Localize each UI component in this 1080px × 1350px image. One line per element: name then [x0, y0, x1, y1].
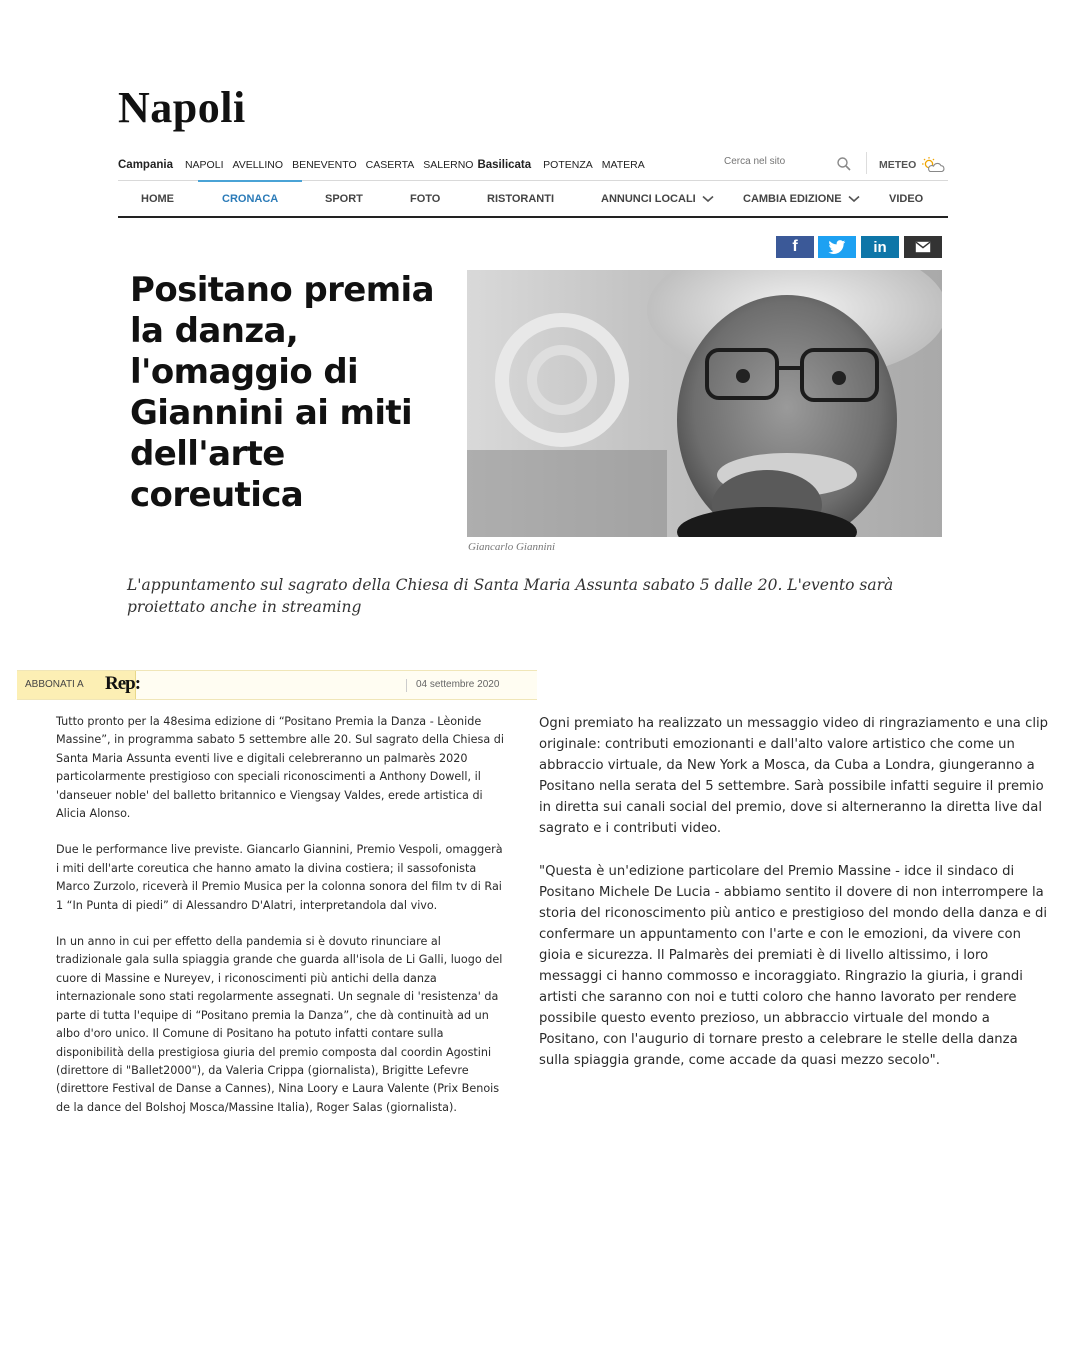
subscribe-badge[interactable] — [17, 671, 141, 699]
mail-icon — [915, 241, 931, 253]
share-email-button[interactable] — [904, 236, 942, 258]
site-logo[interactable]: Napoli — [118, 83, 246, 132]
article-photo[interactable] — [467, 270, 942, 537]
meteo-label: METEO — [879, 159, 917, 171]
region-link-avellino[interactable]: AVELLINO — [232, 159, 284, 171]
article-date: 04 settembre 2020 — [416, 679, 500, 690]
meteo-link[interactable] — [879, 156, 946, 174]
article-body-right — [539, 713, 1051, 1093]
search-box — [722, 153, 852, 175]
nav-cambia-edizione[interactable] — [743, 193, 860, 205]
region-campania[interactable]: Campania — [118, 159, 173, 171]
search-icon[interactable] — [836, 156, 852, 172]
subscribe-banner[interactable] — [17, 670, 537, 700]
region-basilicata[interactable]: Basilicata — [477, 159, 532, 171]
nav-bottom-divider — [118, 216, 948, 218]
region-link-caserta[interactable]: CASERTA — [365, 159, 415, 171]
nav-annunci-locali[interactable] — [601, 193, 714, 205]
nav-video[interactable]: VIDEO — [889, 193, 924, 205]
meteo-divider — [866, 152, 867, 174]
article-subtitle: L'appuntamento sul sagrato della Chiesa di Santa Maria Assunta sabato 5 dalle 20. L'evento sarà proiettato anche in streaming — [127, 576, 894, 616]
portrait-image — [467, 270, 942, 537]
banner-divider — [406, 679, 407, 692]
twitter-icon — [828, 240, 846, 255]
nav-ristoranti[interactable]: RISTORANTI — [487, 193, 555, 205]
article-headline: Positano premia la danza, l'omaggio di Giannini ai miti dell'arte coreutica — [130, 270, 434, 515]
region-link-potenza[interactable]: POTENZA — [543, 159, 593, 171]
region-link-salerno[interactable]: SALERNO — [423, 159, 474, 171]
article-body-left — [56, 713, 508, 1135]
body-paragraph: "Questa è un'edizione particolare del Premio Massine - idce il sindaco di Positano Michele De Lucia - abbiamo sentito il dovere di non interrompere la storia del riconoscimento più antico e prestigioso del mondo della danza e di confermare un appuntamento con l'arte e con le emozioni, da vivere con gioia e sicurezza. Il Palmarès dei premiati è di livello altissimo, i loro messaggi ci hanno commosso e incoraggiato. Ringrazio la giuria, i grandi artisti che saranno con noi e tutti coloro che hanno lavorato per rendere possibile questo evento prezioso, un abbraccio virtuale del mondo a Positano, con l'augurio di tornare presto a celebrare le stelle della danza sulla spiaggia grande, come accade da quasi mezzo secolo". — [539, 863, 1048, 1069]
share-twitter-button[interactable] — [818, 236, 856, 258]
nav-cronaca[interactable]: CRONACA — [222, 193, 279, 205]
weather-sun-cloud-icon — [920, 156, 946, 174]
rep-logo: Rep: — [105, 673, 141, 694]
chevron-down-icon — [702, 195, 714, 203]
region-link-benevento[interactable]: BENEVENTO — [292, 159, 357, 171]
nav-active-indicator — [198, 180, 302, 182]
nav-foto[interactable]: FOTO — [410, 193, 441, 205]
region-link-napoli[interactable]: NAPOLI — [184, 159, 224, 171]
region-link-matera[interactable]: MATERA — [601, 159, 645, 171]
main-nav — [118, 186, 948, 214]
search-input[interactable] — [722, 153, 836, 170]
body-paragraph: In un anno in cui per effetto della pandemia si è dovuto rinunciare al tradizionale gala sulla spiaggia grande che guarda all'isola de Li Galli, luogo del cuore di Massine e Nureyev, i riconoscimenti più antichi della danza internazionale sono stati regolarmente assegnati. Un segnale di 'resistenza' da parte di tutta l'equipe di “Positano premia la Danza”, che dà continuità ad un albo d'oro unico. Il Comune di Positano ha potuto infatti contare sulla disponibilità della prestigiosa giuria del premio composta dal coordin Agostini (direttore di "Ballet2000"), da Valeria Crippa (giornalista), Brigitte Lefevre (direttore Festival de Danse a Cannes), Nina Loory e Laura Valente (Prix Benois de la dance del Bolshoj Mosca/Massine Italia), Roger Salas (giornalista). — [56, 935, 503, 1114]
body-paragraph: Tutto pronto per la 48esima edizione di “Positano Premia la Danza - Lèonide Massine”, in programma sabato 5 settembre alle 20. Sul sagrato della Chiesa di Santa Maria Assunta eventi live e digitali celebreranno un palmarès 2020 particolarmente prestigioso con speciali riconoscimenti a Anthony Dowell, il 'danseuer noble' del balletto britannico e Viengsay Valdes, erede artistica di Alicia Alonso. — [56, 715, 504, 821]
subscribe-label: ABBONATI A — [25, 679, 84, 690]
regions-bar — [118, 156, 948, 174]
photo-caption: Giancarlo Giannini — [468, 541, 556, 553]
share-facebook-button[interactable] — [776, 236, 814, 258]
linkedin-icon: in — [873, 238, 887, 256]
nav-cambia-label: CAMBIA EDIZIONE — [743, 193, 842, 205]
body-paragraph: Ogni premiato ha realizzato un messaggio video di ringraziamento e una clip originale: contributi emozionanti e dall'alto valore artistico che come un abbraccio virtuale, da New York a Mosca, da Cuba a Londra, giungeranno a Positano nella serata del 5 settembre. Sarà possibile infatti seguire il premio in diretta sui canali social del premio, dove si alterneranno la diretta live dal sagrato e i contributi video. — [539, 716, 1049, 837]
nav-annunci-label: ANNUNCI LOCALI — [601, 193, 696, 205]
facebook-icon: f — [792, 238, 798, 255]
nav-home[interactable]: HOME — [141, 193, 174, 205]
body-paragraph: Due le performance live previste. Giancarlo Giannini, Premio Vespoli, omaggerà i miti dell'arte coreutica che hanno amato la divina costiera; il sassofonista Marco Zurzolo, riceverà il Premio Musica per la colonna sonora del film tv di Rai 1 “In Punta di piedi” di Alessandro D'Alatri, interpretandola dal vivo. — [56, 843, 503, 912]
share-linkedin-button[interactable] — [861, 236, 899, 258]
nav-sport[interactable]: SPORT — [325, 193, 363, 205]
chevron-down-icon — [848, 195, 860, 203]
